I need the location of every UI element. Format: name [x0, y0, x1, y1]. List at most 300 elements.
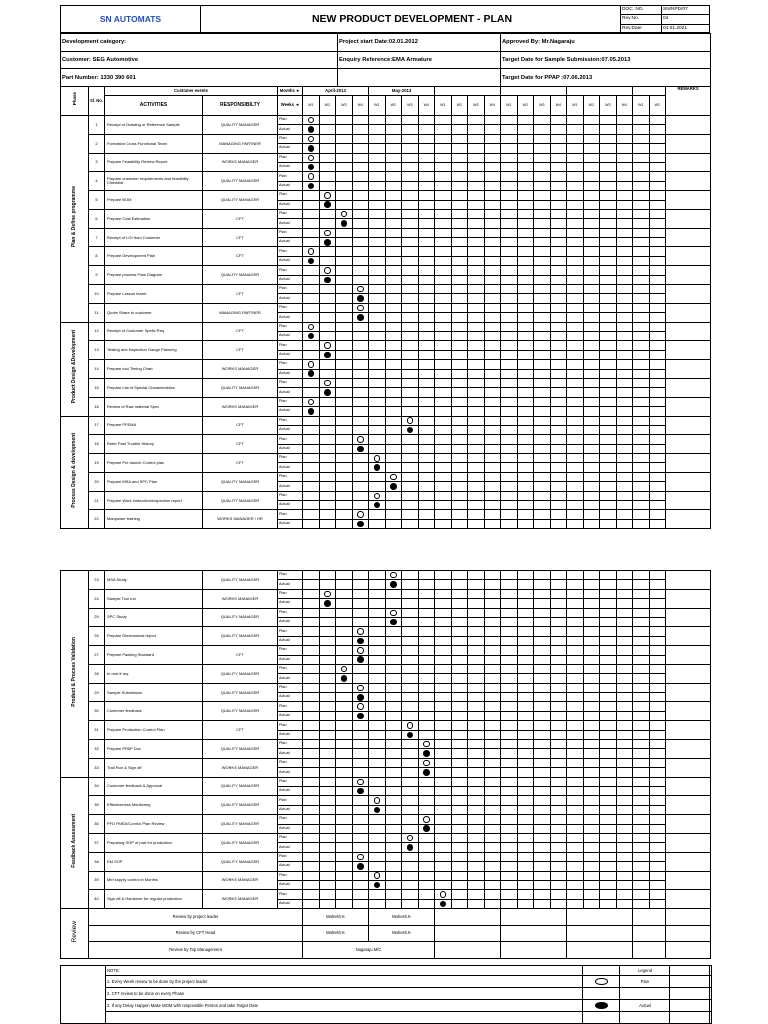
week-cell [418, 664, 435, 673]
week-cell [649, 266, 666, 275]
actual-label: Actual [278, 238, 303, 247]
week-cell [336, 116, 353, 125]
week-cell [468, 721, 485, 730]
actual-label: Actual [278, 519, 303, 528]
week-cell [319, 463, 336, 472]
week-cell [534, 200, 551, 209]
week-cell [369, 702, 386, 711]
week-cell [583, 144, 600, 153]
phase-header-label: Phase [71, 92, 77, 106]
week-cell [600, 693, 617, 702]
week-cell [303, 482, 320, 491]
responsibility: QUALITY MANAGER [203, 683, 278, 702]
week-cell [336, 899, 353, 908]
week-cell [567, 608, 584, 617]
week-cell [649, 721, 666, 730]
target-sample-date: Target Date for Sample Submission:07.05.2013 [501, 51, 711, 69]
week-cell [352, 162, 369, 171]
plan-label: Plan [278, 833, 303, 842]
week-cell [649, 491, 666, 500]
empty-cell [501, 925, 567, 942]
week-cell [550, 181, 567, 190]
week-cell [567, 617, 584, 626]
week-cell [534, 369, 551, 378]
week-cell [369, 444, 386, 453]
week-cell [633, 116, 650, 125]
week-cell [649, 397, 666, 406]
week-cell [468, 880, 485, 889]
week-cell [567, 313, 584, 322]
week-cell [303, 228, 320, 237]
activity-name: Sample Tool run [105, 589, 203, 608]
actual-marker [324, 277, 331, 284]
week-cell [402, 768, 419, 777]
week-cell [633, 664, 650, 673]
week-cell [303, 285, 320, 294]
week-cell [649, 444, 666, 453]
week-cell [468, 266, 485, 275]
week-cell [484, 416, 501, 425]
week-cell [501, 472, 518, 481]
week-cell [484, 501, 501, 510]
week-cell [369, 664, 386, 673]
plan-marker [357, 305, 364, 312]
legend-symbol [583, 976, 620, 988]
plan-marker [324, 192, 331, 199]
week-cell [616, 580, 633, 589]
week-cell [385, 313, 402, 322]
week-cell [385, 350, 402, 359]
week-cell [435, 162, 452, 171]
week-cell [534, 294, 551, 303]
actual-marker [407, 732, 414, 739]
activities-header: ACTIVITIES [105, 96, 203, 116]
week-cell [583, 341, 600, 350]
plan-marker [308, 248, 315, 255]
week-cell [468, 702, 485, 711]
week-cell [451, 238, 468, 247]
week-cell [484, 444, 501, 453]
week-cell [616, 768, 633, 777]
week-cell [319, 472, 336, 481]
week-cell [649, 777, 666, 786]
week-cell [600, 646, 617, 655]
actual-marker [357, 694, 364, 701]
week-cell [616, 435, 633, 444]
week-cell [649, 238, 666, 247]
week-cell [369, 711, 386, 720]
actual-label: Actual [278, 463, 303, 472]
week-cell [583, 303, 600, 312]
week-cell [468, 777, 485, 786]
week-cell [352, 862, 369, 871]
week-cell [369, 852, 386, 861]
week-cell [402, 758, 419, 767]
week-cell [616, 116, 633, 125]
activity-plan-row [61, 664, 711, 673]
week-cell [583, 768, 600, 777]
week-cell [369, 134, 386, 143]
week-cell [418, 256, 435, 265]
week-cell [600, 702, 617, 711]
week-cell [501, 740, 518, 749]
week-cell [352, 721, 369, 730]
week-cell [550, 636, 567, 645]
actual-marker [308, 408, 315, 415]
week-cell [550, 303, 567, 312]
week-cell [649, 674, 666, 683]
week-cell [583, 571, 600, 580]
week-cell [633, 655, 650, 664]
week-cell [402, 702, 419, 711]
week-cell [303, 191, 320, 200]
week-cell [534, 815, 551, 824]
week-cell [435, 655, 452, 664]
week-cell [435, 852, 452, 861]
week-cell [550, 219, 567, 228]
responsibility: CFT [203, 646, 278, 665]
week-cell [319, 153, 336, 162]
sl-no: 32 [89, 740, 105, 759]
plan-marker [390, 572, 397, 579]
week-cell [369, 796, 386, 805]
week-cell [534, 833, 551, 842]
week-cell [501, 646, 518, 655]
week-cell [517, 181, 534, 190]
week-cell [385, 219, 402, 228]
week-cell [633, 730, 650, 739]
note-item: 2. CFT review to be done on every Phase [106, 988, 583, 1000]
week-cell [649, 580, 666, 589]
week-cell [517, 815, 534, 824]
activity-name: MSA Study [105, 571, 203, 590]
week-cell [352, 378, 369, 387]
week-cell [484, 899, 501, 908]
week-cell [600, 116, 617, 125]
week-cell [402, 228, 419, 237]
responsibility: QUALITY MANAGER [203, 191, 278, 210]
week-cell [402, 294, 419, 303]
week-cell [451, 125, 468, 134]
week-cell [583, 491, 600, 500]
week-cell [567, 125, 584, 134]
week-cell [418, 144, 435, 153]
week-cell [303, 786, 320, 795]
week-cell [303, 247, 320, 256]
remarks-cell [666, 664, 711, 683]
week-cell [468, 228, 485, 237]
week-cell [435, 519, 452, 528]
week-cell [649, 294, 666, 303]
week-cell [468, 646, 485, 655]
week-cell [501, 294, 518, 303]
week-cell [550, 852, 567, 861]
week-cell [385, 285, 402, 294]
week-cell [468, 711, 485, 720]
week-cell [468, 664, 485, 673]
week-cell [402, 463, 419, 472]
week-cell [418, 425, 435, 434]
week-cell [451, 627, 468, 636]
activity-plan-row [61, 153, 711, 162]
activity-name: Sign off & Handover for regular production [105, 890, 203, 909]
sl-no: 28 [89, 664, 105, 683]
week-cell [550, 360, 567, 369]
actual-label: Actual [278, 599, 303, 608]
week-cell [550, 683, 567, 692]
week-cell [435, 238, 452, 247]
week-cell [451, 519, 468, 528]
week-cell [385, 388, 402, 397]
week-cell [616, 693, 633, 702]
actual-label: Actual [278, 501, 303, 510]
week-cell [451, 407, 468, 416]
plan-marker [423, 816, 430, 823]
responsibility: WORKS MANAGER [203, 397, 278, 416]
week-cell [567, 589, 584, 598]
week-cell [501, 125, 518, 134]
week-cell [319, 890, 336, 899]
week-cell [517, 796, 534, 805]
week-cell [616, 805, 633, 814]
plan-label: Plan [278, 360, 303, 369]
week-cell [550, 435, 567, 444]
week-cell [600, 266, 617, 275]
actual-label: Actual [278, 711, 303, 720]
actual-label: Actual [278, 824, 303, 833]
sl-no: 13 [89, 341, 105, 360]
week-cell [352, 702, 369, 711]
week-cell [336, 125, 353, 134]
week-cell [303, 313, 320, 322]
week-cell [517, 191, 534, 200]
week-cell [583, 871, 600, 880]
week-cell [385, 636, 402, 645]
week-cell [418, 571, 435, 580]
week-cell [319, 238, 336, 247]
actual-marker [357, 314, 364, 321]
week-cell [616, 796, 633, 805]
week-cell [501, 191, 518, 200]
week-cell [600, 444, 617, 453]
week-cell [633, 833, 650, 842]
rev-no-row [621, 15, 710, 24]
week-cell [633, 247, 650, 256]
week-cell [567, 322, 584, 331]
week-cell [451, 134, 468, 143]
week-cell [600, 472, 617, 481]
week-cell [649, 871, 666, 880]
responsibility: QUALITY MANAGER [203, 796, 278, 815]
review-name: Mahesh.K [369, 909, 435, 926]
week-cell [303, 655, 320, 664]
week-cell [385, 740, 402, 749]
sl-no: 38 [89, 852, 105, 871]
week-cell [600, 341, 617, 350]
week-cell [385, 209, 402, 218]
week-cell [319, 303, 336, 312]
week-cell [550, 786, 567, 795]
week-cell [633, 134, 650, 143]
week-cell [567, 238, 584, 247]
week-cell [616, 510, 633, 519]
week-cell [468, 454, 485, 463]
week-cell [501, 683, 518, 692]
week-cell [303, 463, 320, 472]
responsibility: WORKS MANAGER [203, 589, 278, 608]
actual-marker [341, 220, 348, 227]
week-cell [534, 360, 551, 369]
week-cell [451, 608, 468, 617]
week-cell [418, 768, 435, 777]
week-cell [501, 425, 518, 434]
week-cell [352, 674, 369, 683]
plan-label: Plan [278, 589, 303, 598]
week-cell [319, 636, 336, 645]
week-cell [600, 303, 617, 312]
week-cell [484, 702, 501, 711]
week-cell [418, 833, 435, 842]
week-cell [567, 247, 584, 256]
week-cell [402, 749, 419, 758]
week-cell [534, 636, 551, 645]
week-cell [336, 674, 353, 683]
week-cell [600, 730, 617, 739]
week-cell [649, 454, 666, 463]
week-cell [402, 721, 419, 730]
plan-marker [324, 380, 331, 387]
actual-label: Actual [278, 768, 303, 777]
week-cell [319, 843, 336, 852]
week-cell [319, 627, 336, 636]
month-header-empty [435, 87, 501, 96]
week-cell [352, 454, 369, 463]
week-cell [418, 388, 435, 397]
activity-plan-row [61, 702, 711, 711]
week-cell [550, 843, 567, 852]
week-cell [451, 862, 468, 871]
week-cell [385, 472, 402, 481]
week-cell [534, 191, 551, 200]
week-cell [583, 796, 600, 805]
week-cell [385, 664, 402, 673]
week-cell [600, 482, 617, 491]
month-header: April-2013 [303, 87, 369, 96]
actual-marker [390, 483, 397, 490]
week-cell [352, 796, 369, 805]
activity-name: Prepare Production Control Plan [105, 721, 203, 740]
week-cell [550, 491, 567, 500]
week-cell [451, 815, 468, 824]
week-cell [616, 388, 633, 397]
week-cell [534, 275, 551, 284]
week-cell [583, 683, 600, 692]
actual-marker [374, 502, 381, 509]
week-cell [369, 369, 386, 378]
week-cell [385, 454, 402, 463]
activity-name: Review of Raw material Spec [105, 397, 203, 416]
sl-no: 37 [89, 833, 105, 852]
week-cell [501, 463, 518, 472]
week-label: W3 [402, 96, 419, 116]
week-cell [567, 303, 584, 312]
week-cell [583, 407, 600, 416]
week-cell [369, 275, 386, 284]
week-cell [517, 627, 534, 636]
actual-label: Actual [278, 219, 303, 228]
legend-plan-label: Plan [620, 976, 670, 988]
week-cell [484, 238, 501, 247]
project-start-date: Project start Date:02.01.2012 [338, 34, 501, 52]
week-cell [319, 360, 336, 369]
week-cell [517, 219, 534, 228]
week-cell [600, 608, 617, 617]
week-cell [303, 425, 320, 434]
week-cell [402, 833, 419, 842]
week-cell [385, 646, 402, 655]
week-cell [418, 238, 435, 247]
week-cell [517, 702, 534, 711]
week-cell [402, 162, 419, 171]
plan-marker [357, 286, 364, 293]
week-cell [517, 209, 534, 218]
customer: Customer: SEG Automotive [61, 51, 338, 69]
week-cell [600, 285, 617, 294]
week-cell [583, 815, 600, 824]
week-cell [418, 608, 435, 617]
empty-cell [106, 1012, 583, 1024]
week-cell [319, 435, 336, 444]
week-cell [600, 711, 617, 720]
week-cell [385, 303, 402, 312]
week-cell [418, 172, 435, 181]
remarks-cell [666, 209, 711, 228]
week-cell [616, 191, 633, 200]
week-cell [385, 482, 402, 491]
week-cell [385, 360, 402, 369]
remarks-cell [666, 172, 711, 191]
week-cell [468, 482, 485, 491]
week-cell [369, 378, 386, 387]
week-cell [418, 599, 435, 608]
week-cell [567, 693, 584, 702]
week-cell [336, 322, 353, 331]
plan-label: Plan [278, 608, 303, 617]
week-cell [633, 425, 650, 434]
week-cell [633, 172, 650, 181]
week-cell [402, 740, 419, 749]
week-cell [484, 228, 501, 237]
responsibility: QUALITY MANAGER [203, 702, 278, 721]
review-label: Review by Top Management [89, 942, 303, 959]
week-cell [451, 589, 468, 598]
week-cell [451, 463, 468, 472]
plan-table-page-1 [60, 86, 711, 529]
week-cell [303, 378, 320, 387]
week-cell [303, 407, 320, 416]
week-cell [567, 425, 584, 434]
week-cell [501, 360, 518, 369]
week-cell [484, 608, 501, 617]
week-cell [649, 702, 666, 711]
week-cell [336, 463, 353, 472]
actual-marker [390, 581, 397, 588]
empty-cell [501, 909, 567, 926]
week-cell [517, 646, 534, 655]
week-cell [649, 711, 666, 720]
week-cell [649, 519, 666, 528]
week-cell [451, 510, 468, 519]
